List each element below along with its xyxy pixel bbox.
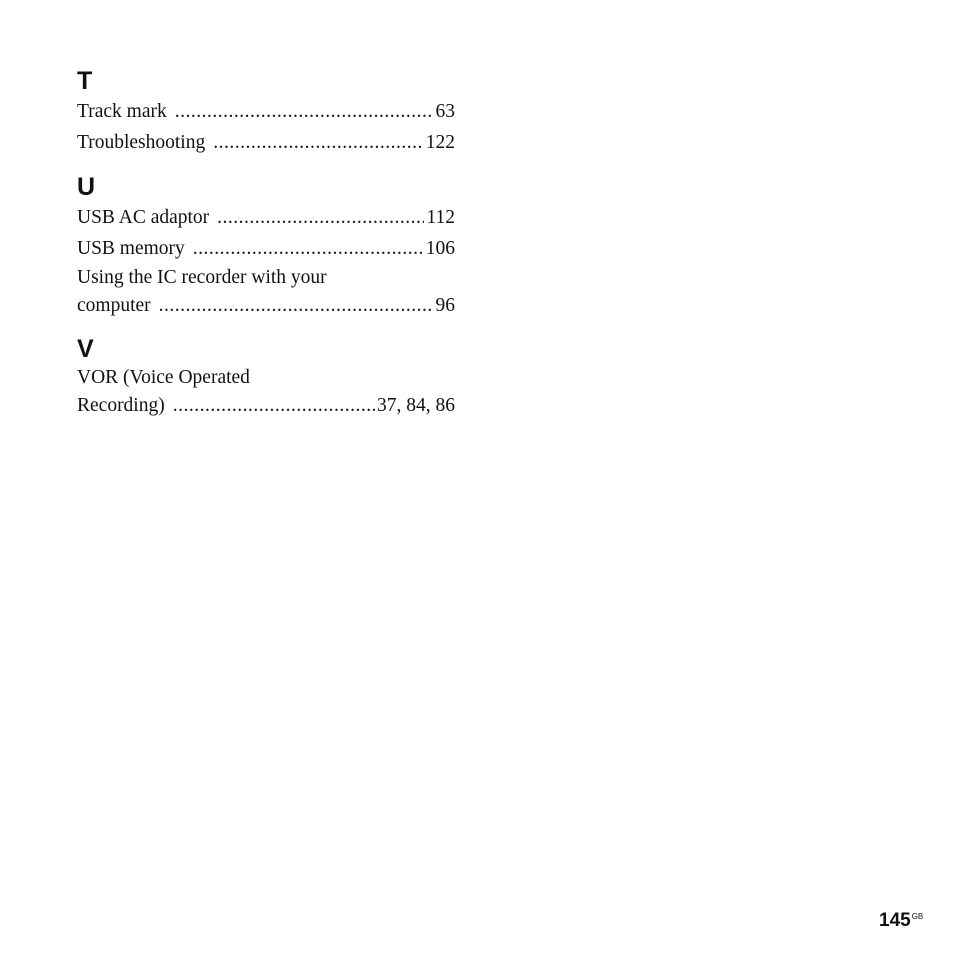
leader-dots (213, 127, 424, 158)
entry-pages: 106 (425, 238, 455, 259)
entry-term-line1: VOR (Voice Operated (77, 367, 250, 388)
entry-pages: 112 (426, 207, 455, 228)
entry-pages: 96 (435, 295, 455, 316)
leader-dots (159, 292, 434, 320)
index-section-t (77, 66, 455, 158)
page-number-value: 145 (879, 910, 911, 931)
entry-pages: 63 (435, 101, 455, 122)
entry-term: USB AC adaptor (77, 207, 210, 228)
index-entry-multiline (77, 264, 455, 320)
entry-term: Recording) (77, 395, 165, 416)
index-entry (77, 392, 455, 420)
index-entry-multiline (77, 364, 455, 420)
leader-dots (217, 202, 424, 233)
section-letter: T (77, 67, 93, 95)
index-entry (77, 292, 455, 320)
entry-term-line1: Using the IC recorder with your (77, 267, 327, 288)
section-letter: U (77, 173, 96, 201)
entry-term: computer (77, 295, 151, 316)
index-entry (77, 202, 455, 233)
entry-term: Troubleshooting (77, 132, 206, 153)
entry-pages: 37, 84, 86 (377, 395, 455, 416)
leader-dots (175, 96, 434, 127)
index-section-u (77, 172, 455, 320)
page-number-suffix: GB (911, 912, 924, 921)
leader-dots (173, 392, 375, 420)
leader-dots (193, 233, 424, 264)
index-column (77, 66, 455, 420)
index-section-v (77, 334, 455, 420)
entry-pages: 122 (425, 132, 455, 153)
index-entry (77, 96, 455, 127)
index-entry (77, 233, 455, 264)
section-letter: V (77, 335, 94, 363)
entry-term: Track mark (77, 101, 167, 122)
index-entry (77, 127, 455, 158)
page-number (879, 905, 923, 933)
entry-term: USB memory (77, 238, 185, 259)
